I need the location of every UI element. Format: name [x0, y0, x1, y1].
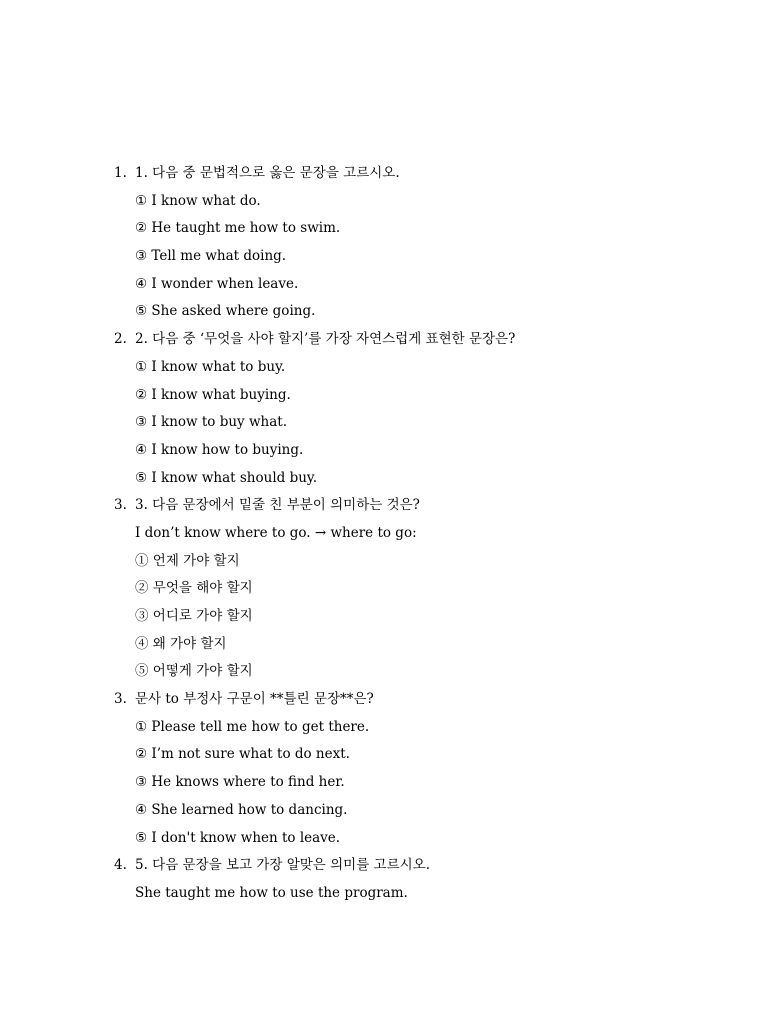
answer-choice-4: ④ I know how to buying.: [135, 441, 304, 458]
answer-choice-5: ⑤ 어떻게 가야 할지: [135, 663, 253, 680]
question-header: [0, 852, 768, 880]
question-number: 1.: [114, 165, 127, 181]
question-text: 2. 다음 중 ‘무엇을 사야 할지’를 가장 자연스럽게 표현한 문장은?: [135, 331, 516, 348]
question-1: [0, 160, 768, 326]
question-text: 5. 다음 문장을 보고 가장 알맞은 의미를 고르시오.: [135, 857, 430, 874]
answer-choice-1: ① 언제 가야 할지: [135, 552, 240, 569]
answer-choice-1: ① I know what to buy.: [135, 358, 286, 375]
answer-choice-3: ③ Tell me what doing.: [135, 248, 287, 265]
question-text: 3. 다음 문장에서 밑줄 친 부분이 의미하는 것은?: [135, 497, 420, 514]
answer-choice-2: ② I’m not sure what to do next.: [135, 746, 350, 763]
answer-choice-1: ① I know what do.: [135, 192, 261, 209]
answer-choice-3: ③ 어디로 가야 할지: [135, 608, 253, 624]
example-sentence: I don’t know where to go. → where to go:: [135, 524, 417, 541]
question-number: 3.: [114, 691, 127, 708]
question-2: [0, 326, 768, 492]
worksheet: [0, 160, 768, 908]
answer-choice-5: ⑤ I know what should buy.: [135, 469, 318, 486]
example-sentence: She taught me how to use the program.: [135, 884, 408, 901]
question-text: 문사 to 부정사 구문이 **틀린 문장**은?: [135, 691, 374, 708]
answer-choice-4: ④ She learned how to dancing.: [135, 801, 348, 818]
question-header: [0, 160, 768, 188]
question-number: 4.: [114, 857, 127, 874]
answer-choice-4: ④ I wonder when leave.: [135, 275, 299, 292]
answer-choice-2: ② He taught me how to swim.: [135, 220, 341, 237]
question-text: 1. 다음 중 문법적으로 옳은 문장을 고르시오.: [135, 165, 400, 181]
answer-choice-5: ⑤ She asked where going.: [135, 303, 316, 320]
question-header: [0, 492, 768, 520]
question-3: [0, 492, 768, 686]
question-number: 2.: [114, 331, 127, 348]
question-header: [0, 326, 768, 354]
answer-choice-3: ③ I know to buy what.: [135, 414, 287, 431]
answer-choice-1: ① Please tell me how to get there.: [135, 718, 370, 735]
answer-choice-2: ② I know what buying.: [135, 386, 291, 403]
answer-choice-3: ③ He knows where to find her.: [135, 774, 345, 791]
answer-choice-5: ⑤ I don't know when to leave.: [135, 829, 341, 846]
question-4: [0, 686, 768, 852]
answer-choice-4: ④ 왜 가야 할지: [135, 635, 227, 652]
question-number: 3.: [114, 497, 127, 514]
question-5: [0, 852, 768, 907]
question-header: [0, 686, 768, 714]
answer-choice-2: ② 무엇을 해야 할지: [135, 580, 253, 597]
